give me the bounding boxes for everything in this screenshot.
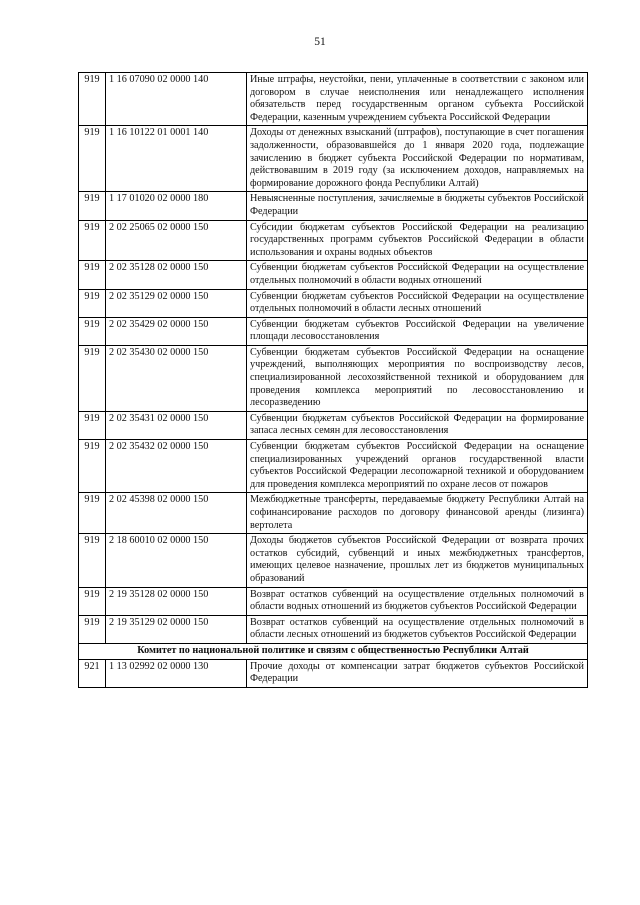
revenue-code-cell: 1 16 07090 02 0000 140 <box>106 73 247 126</box>
revenue-name-cell: Межбюджетные трансферты, передаваемые бюджету Республики Алтай на софинансирование расходов по договору финансовой аренды (лизинга) вертолета <box>247 493 588 534</box>
revenue-name-cell: Субвенции бюджетам субъектов Российской Федерации на оснащение учреждений, выполняющих мероприятия по воспроизводству лесов, специализированной лесохозяйственной техникой и оборудованием для проведения комплекса мероприятий по лесовосстановлению и лесоразведению <box>247 345 588 411</box>
revenue-code-cell: 2 18 60010 02 0000 150 <box>106 534 247 587</box>
section-heading: Комитет по национальной политике и связям с общественностью Республики Алтай <box>79 643 588 659</box>
revenue-codes-table <box>78 72 588 688</box>
table-row <box>79 317 588 345</box>
revenue-code-cell: 2 02 35429 02 0000 150 <box>106 317 247 345</box>
revenue-name-cell: Доходы от денежных взысканий (штрафов), поступающие в счет погашения задолженности, образовавшейся до 1 января 2020 года, подлежащие зачислению в бюджет субъекта Российской Федерации по нормативам, действовавшим в 2019 году (за исключением доходов, направляемых на формирование дорожного фонда Республики Алтай) <box>247 126 588 192</box>
revenue-code-cell: 2 02 35129 02 0000 150 <box>106 289 247 317</box>
page-number: 51 <box>314 36 326 48</box>
revenue-code-cell: 2 19 35128 02 0000 150 <box>106 587 247 615</box>
revenue-name-cell: Субвенции бюджетам субъектов Российской Федерации на осуществление отдельных полномочий в области водных отношений <box>247 261 588 289</box>
admin-code-cell: 919 <box>79 615 106 643</box>
table-row <box>79 345 588 411</box>
revenue-name-cell: Иные штрафы, неустойки, пени, уплаченные в соответствии с законом или договором в случае неисполнения или ненадлежащего исполнения обязательств перед государственным органом субъекта Российской Федерации, казенным учреждением субъекта Российской Федерации <box>247 73 588 126</box>
admin-code-cell: 919 <box>79 587 106 615</box>
revenue-code-cell: 2 19 35129 02 0000 150 <box>106 615 247 643</box>
revenue-code-cell: 1 13 02992 02 0000 130 <box>106 659 247 687</box>
table-row <box>79 411 588 439</box>
admin-code-cell: 921 <box>79 659 106 687</box>
admin-code-cell: 919 <box>79 345 106 411</box>
table-row <box>79 615 588 643</box>
revenue-code-cell: 1 17 01020 02 0000 180 <box>106 192 247 220</box>
revenue-name-cell: Прочие доходы от компенсации затрат бюджетов субъектов Российской Федерации <box>247 659 588 687</box>
revenue-name-cell: Субвенции бюджетам субъектов Российской Федерации на осуществление отдельных полномочий в области лесных отношений <box>247 289 588 317</box>
revenue-code-cell: 2 02 35128 02 0000 150 <box>106 261 247 289</box>
revenue-name-cell: Возврат остатков субвенций на осуществление отдельных полномочий в области водных отношений из бюджетов субъектов Российской Федерации <box>247 587 588 615</box>
table-row <box>79 659 588 687</box>
revenue-name-cell: Субвенции бюджетам субъектов Российской Федерации на формирование запаса лесных семян для лесовосстановления <box>247 411 588 439</box>
revenue-code-cell: 2 02 35431 02 0000 150 <box>106 411 247 439</box>
admin-code-cell: 919 <box>79 317 106 345</box>
revenue-name-cell: Субвенции бюджетам субъектов Российской Федерации на увеличение площади лесовосстановления <box>247 317 588 345</box>
table-row <box>79 220 588 261</box>
admin-code-cell: 919 <box>79 534 106 587</box>
admin-code-cell: 919 <box>79 220 106 261</box>
admin-code-cell: 919 <box>79 289 106 317</box>
table-row <box>79 534 588 587</box>
table-row <box>79 440 588 493</box>
admin-code-cell: 919 <box>79 261 106 289</box>
table-row <box>79 587 588 615</box>
table-row <box>79 493 588 534</box>
revenue-name-cell: Субвенции бюджетам субъектов Российской Федерации на оснащение специализированных учреждений органов государственной власти субъектов Российской Федерации лесопожарной техникой и оборудованием для проведения комплекса мероприятий по охране лесов от пожаров <box>247 440 588 493</box>
table-row <box>79 289 588 317</box>
revenue-name-cell: Возврат остатков субвенций на осуществление отдельных полномочий в области лесных отношений из бюджетов субъектов Российской Федерации <box>247 615 588 643</box>
table-row <box>79 192 588 220</box>
table-row <box>79 73 588 126</box>
revenue-code-cell: 1 16 10122 01 0001 140 <box>106 126 247 192</box>
admin-code-cell: 919 <box>79 440 106 493</box>
revenue-name-cell: Доходы бюджетов субъектов Российской Федерации от возврата прочих остатков субсидий, субвенций и иных межбюджетных трансфертов, имеющих целевое назначение, прошлых лет из бюджетов муниципальных образований <box>247 534 588 587</box>
revenue-code-cell: 2 02 45398 02 0000 150 <box>106 493 247 534</box>
admin-code-cell: 919 <box>79 126 106 192</box>
admin-code-cell: 919 <box>79 192 106 220</box>
table-row <box>79 261 588 289</box>
revenue-name-cell: Невыясненные поступления, зачисляемые в бюджеты субъектов Российской Федерации <box>247 192 588 220</box>
admin-code-cell: 919 <box>79 493 106 534</box>
admin-code-cell: 919 <box>79 73 106 126</box>
table-row <box>79 126 588 192</box>
section-heading-row <box>79 643 588 659</box>
revenue-code-cell: 2 02 35430 02 0000 150 <box>106 345 247 411</box>
table-body <box>79 73 588 688</box>
revenue-code-cell: 2 02 25065 02 0000 150 <box>106 220 247 261</box>
revenue-code-cell: 2 02 35432 02 0000 150 <box>106 440 247 493</box>
admin-code-cell: 919 <box>79 411 106 439</box>
revenue-name-cell: Субсидии бюджетам субъектов Российской Федерации на реализацию государственных программ субъектов Российской Федерации в области использования и охраны водных объектов <box>247 220 588 261</box>
